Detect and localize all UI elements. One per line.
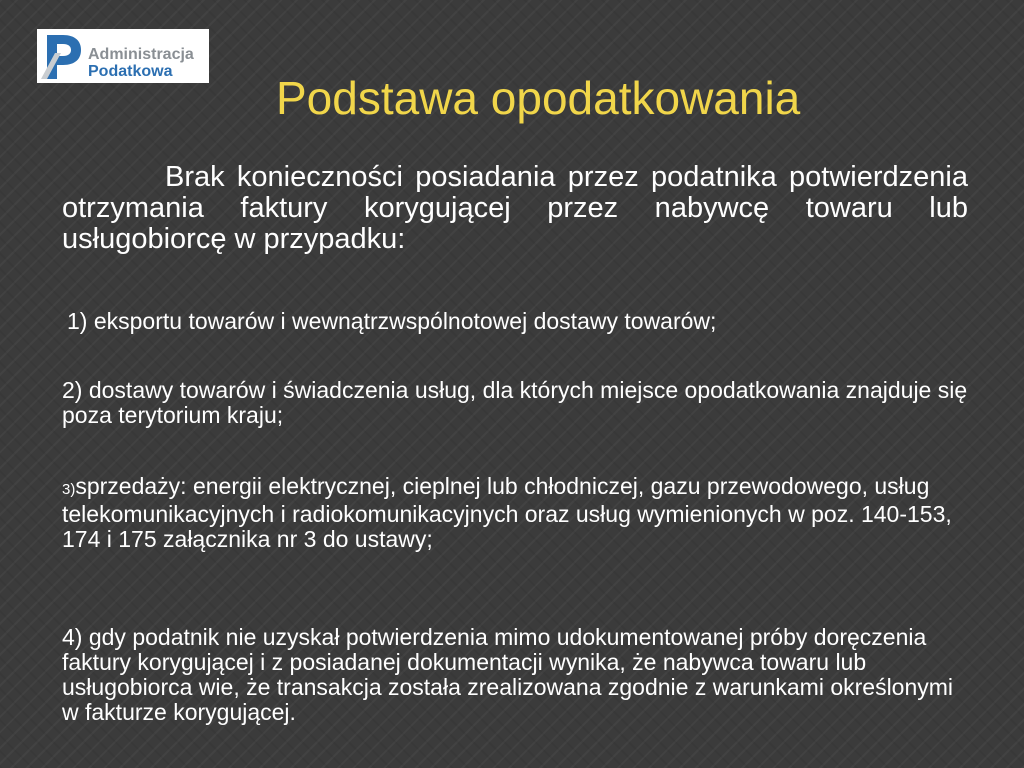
administracja-podatkowa-logo: [37, 29, 209, 83]
list-item-1: 1) eksportu towarów i wewnątrzwspólnotowej dostawy towarów;: [67, 308, 717, 334]
list-item-3-text: sprzedaży: energii elektrycznej, cieplnej lub chłodniczej, gazu przewodowego, usług telekomunikacyjnych i radiokomunikacyjnych oraz usług wymienionych w poz. 140-153, 174 i 175 załącznika nr 3 do ustawy;: [62, 473, 952, 552]
list-item-3-number: 3): [62, 481, 76, 498]
list-item-4: 4) gdy podatnik nie uzyskał potwierdzenia mimo udokumentowanej próby doręczenia faktury korygującej i z posiadanej dokumentacji wynika, że nabywca towaru lub usługobiorca wie, że transakcja została zrealizowana zgodnie z warunkami określonymi w fakturze korygującej.: [62, 624, 954, 725]
list-item-2: 2) dostawy towarów i świadczenia usług, dla których miejsce opodatkowania znajduje się poza terytorium kraju;: [62, 377, 968, 428]
logo-text: [88, 46, 194, 80]
slide-title: Podstawa opodatkowania: [276, 72, 801, 124]
list-item-3: [62, 474, 968, 552]
logo-line-administracja: Administracja: [88, 46, 194, 63]
logo-mark-icon: [39, 31, 85, 81]
logo-line-podatkowa: Podatkowa: [88, 63, 173, 80]
intro-paragraph: Brak konieczności posiadania przez podatnika potwierdzenia otrzymania faktury korygującej przez nabywcę towaru lub usługobiorcę w przypadku:: [62, 161, 968, 255]
